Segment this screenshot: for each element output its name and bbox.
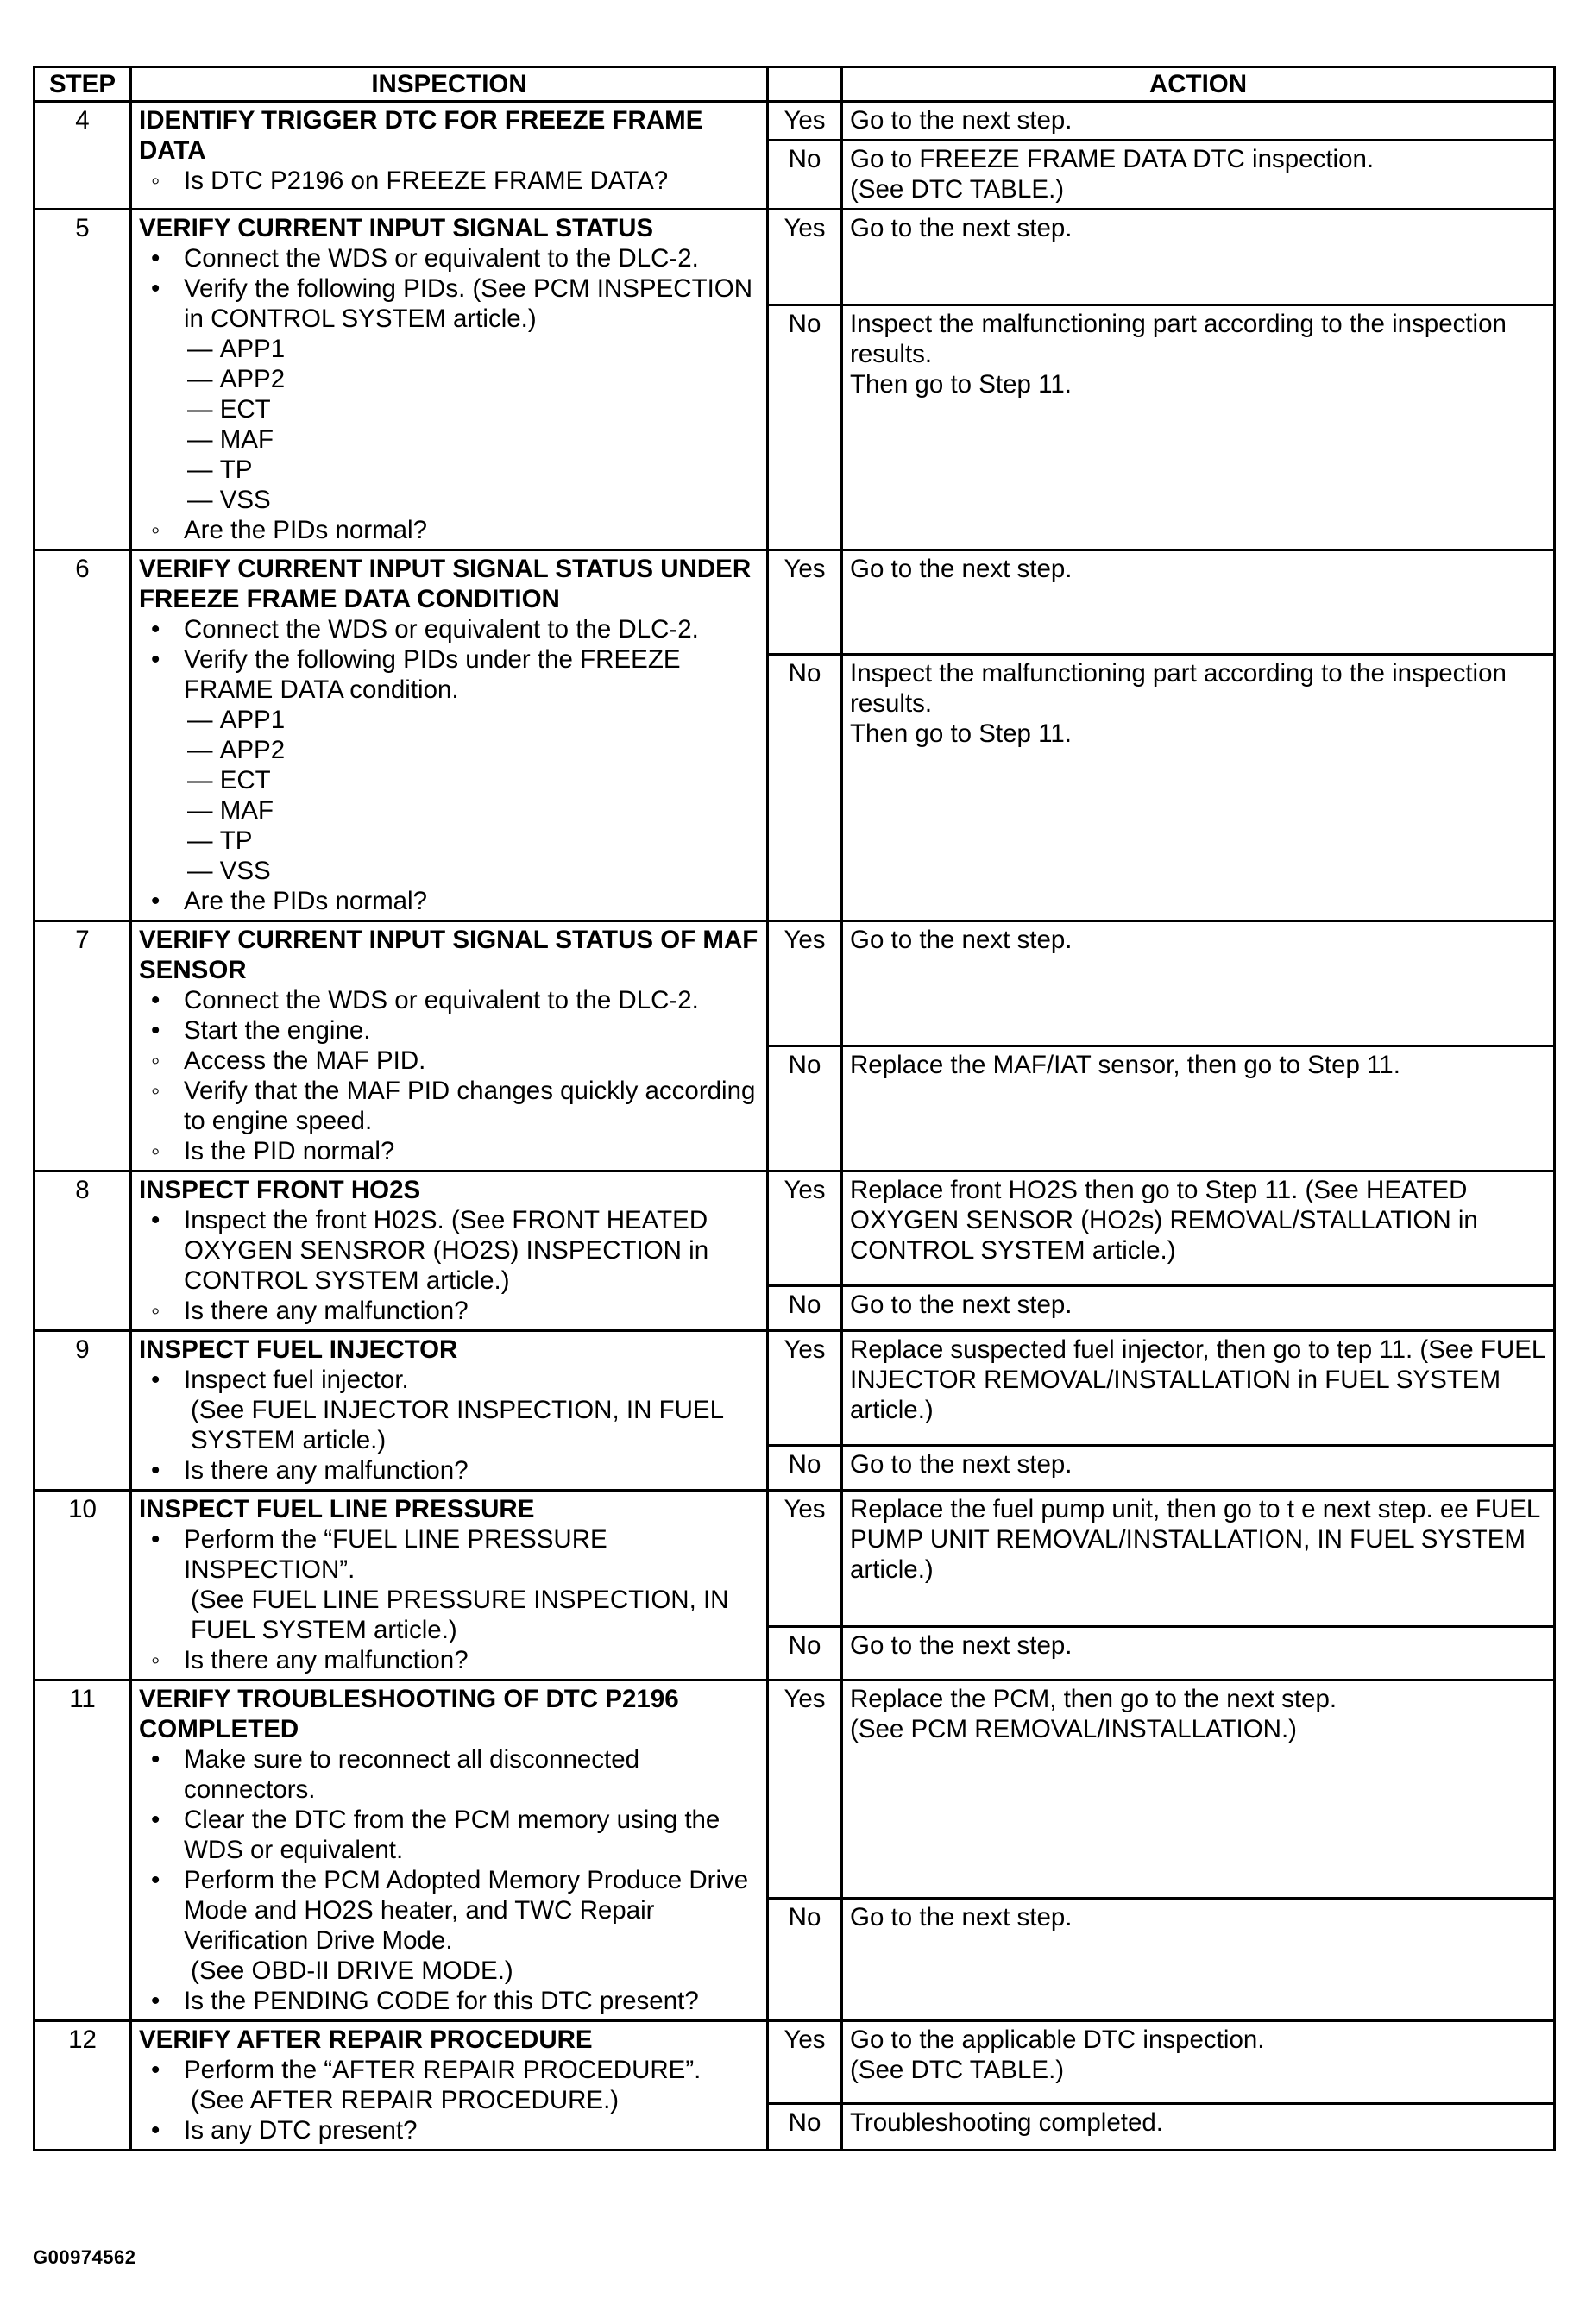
inspection-item-text: ECT [219,766,271,795]
result-answer: No [768,1627,842,1680]
inspection-item-text: Verify the following PIDs. (See PCM INSPECTION in CONTROL SYSTEM article.) [184,274,753,333]
result-answer: Yes [768,921,842,1046]
pid-item [139,826,759,856]
inspection-title: IDENTIFY TRIGGER DTC FOR FREEZE FRAME DATA [139,106,703,165]
header-step: STEP [35,67,131,102]
action-cell [842,1680,1555,1899]
inspection-item-text: MAF [219,796,274,825]
pid-item [139,795,759,826]
inspection-item [139,2055,759,2085]
table-row [35,210,1555,305]
action-text: Go to the next step. [850,106,1073,135]
action-text: Then go to Step 11. [850,719,1072,748]
inspection-item-text: TP [219,826,253,855]
inspection-item-text: Verify that the MAF PID changes quickly according to engine speed. [184,1077,756,1135]
inspection-item [139,1046,759,1076]
inspection-item-text: Inspect fuel injector. [184,1366,409,1394]
inspection-item [139,273,759,334]
inspection-list [139,985,759,1166]
inspection-item-text: Are the PIDs normal? [184,887,428,915]
action-text: Then go to Step 11. [850,370,1072,399]
inspection-item-text: Connect the WDS or equivalent to the DLC-2. [184,615,699,644]
inspection-title: INSPECT FUEL INJECTOR [139,1335,458,1364]
inspection-list [139,243,759,545]
inspection-list [139,1205,759,1326]
action-text: Go to the next step. [850,1631,1073,1661]
inspection-item [139,1205,759,1296]
inspection-item [139,644,759,705]
table-row [35,1171,1555,1286]
pid-item [139,334,759,364]
inspection-item-text: VSS [219,486,271,514]
inspection-cell [131,1680,768,2021]
header-result [768,67,842,102]
action-text: Inspect the malfunctioning part according to the inspection results. [850,658,1507,718]
inspection-item [139,1395,759,1455]
result-answer: Yes [768,1491,842,1627]
inspection-item-text: (See OBD-II DRIVE MODE.) [191,1957,513,1985]
inspection-item-text: Verify the following PIDs under the FREEZE FRAME DATA condition. [184,645,681,704]
pid-item [139,735,759,765]
result-answer: Yes [768,210,842,305]
header-row [35,67,1555,102]
action-text: Replace the MAF/IAT sensor, then go to Step 11. [850,1051,1400,1079]
result-answer: No [768,1046,842,1171]
action-text: Replace front HO2S then go to Step 11. (See HEATED OXYGEN SENSOR (HO2s) REMOVAL/STALLATION in CONTROL SYSTEM article.) [850,1176,1478,1265]
inspection-item-text: ECT [219,395,271,424]
inspection-item [139,1076,759,1136]
action-text: Inspect the malfunctioning part according to the inspection results. [850,310,1507,369]
inspection-cell [131,550,768,921]
inspection-item [139,1015,759,1046]
action-cell [842,102,1555,141]
table-row [35,102,1555,141]
action-text: Go to the applicable DTC inspection. [850,2026,1265,2054]
pid-item [139,765,759,795]
result-answer: Yes [768,2021,842,2104]
inspection-item-text: VSS [219,857,271,885]
inspection-item [139,1136,759,1166]
pid-item [139,394,759,424]
action-cell [842,550,1555,655]
result-answer: No [768,1285,842,1330]
inspection-item [139,1805,759,1865]
action-cell [842,1898,1555,2020]
inspection-item-text: Is there any malfunction? [184,1297,469,1325]
action-cell [842,654,1555,920]
step-number: 8 [35,1171,131,1331]
action-cell [842,2104,1555,2151]
inspection-item-text: APP1 [219,335,286,363]
inspection-cell [131,1171,768,1331]
inspection-item [139,1645,759,1675]
inspection-title: VERIFY CURRENT INPUT SIGNAL STATUS [139,214,654,242]
inspection-item-text: Is there any malfunction? [184,1456,469,1485]
inspection-item [139,614,759,644]
action-cell [842,141,1555,210]
action-text: Replace the PCM, then go to the next step. [850,1685,1337,1713]
action-text: Go to the next step. [850,1902,1073,1931]
pid-item [139,705,759,735]
inspection-item-text: Inspect the front H02S. (See FRONT HEATED OXYGEN SENSROR (HO2S) INSPECTION in CONTROL SYSTEM article.) [184,1206,709,1295]
inspection-item-text: Connect the WDS or equivalent to the DLC-2. [184,986,699,1014]
action-text: Go to the next step. [850,1449,1073,1479]
action-text: (See DTC TABLE.) [850,175,1065,204]
inspection-list [139,614,759,916]
pid-item [139,485,759,515]
inspection-item [139,886,759,916]
result-answer: No [768,1445,842,1490]
action-text: Replace suspected fuel injector, then go to tep 11. (See FUEL INJECTOR REMOVAL/INSTALLATION in FUEL SYSTEM article.) [850,1335,1545,1424]
inspection-item-text: (See FUEL LINE PRESSURE INSPECTION, IN FUEL SYSTEM article.) [191,1586,729,1644]
result-answer: No [768,654,842,920]
action-cell [842,305,1555,550]
header-action: ACTION [842,67,1555,102]
inspection-cell [131,1331,768,1491]
inspection-item [139,166,759,196]
inspection-item-text: Clear the DTC from the PCM memory using the WDS or equivalent. [184,1806,720,1864]
inspection-item [139,1585,759,1645]
action-text: Go to the next step. [850,1290,1073,1319]
inspection-item-text: Is the PID normal? [184,1137,395,1165]
inspection-item-text: Access the MAF PID. [184,1046,426,1075]
action-cell [842,1445,1555,1490]
action-cell [842,1171,1555,1286]
figure-id: G00974562 [33,2246,136,2268]
inspection-title: INSPECT FUEL LINE PRESSURE [139,1495,535,1523]
inspection-item [139,1524,759,1585]
action-cell [842,1285,1555,1330]
action-text: (See PCM REMOVAL/INSTALLATION.) [850,1715,1297,1743]
action-cell [842,210,1555,305]
result-answer: Yes [768,1680,842,1899]
inspection-item-text: MAF [219,425,274,454]
procedure-body [35,102,1555,2151]
inspection-item-text: Is DTC P2196 on FREEZE FRAME DATA? [184,166,669,195]
action-cell [842,921,1555,1046]
inspection-item-text: Are the PIDs normal? [184,516,428,544]
inspection-title: VERIFY AFTER REPAIR PROCEDURE [139,2026,593,2054]
result-answer: No [768,305,842,550]
inspection-item [139,2085,759,2115]
inspection-item [139,1956,759,1986]
action-text: Go to the next step. [850,555,1073,583]
inspection-item-text: APP1 [219,706,286,734]
action-cell [842,1331,1555,1446]
inspection-item [139,1365,759,1395]
pid-item [139,364,759,394]
inspection-item-text: Is the PENDING CODE for this DTC present? [184,1987,699,2015]
step-number: 10 [35,1491,131,1680]
table-row [35,1680,1555,1899]
result-answer: Yes [768,1171,842,1286]
inspection-item [139,515,759,545]
inspection-item [139,985,759,1015]
inspection-item-text: Is there any malfunction? [184,1646,469,1674]
result-answer: No [768,2104,842,2151]
step-number: 4 [35,102,131,210]
inspection-list [139,1524,759,1675]
header-inspection: INSPECTION [131,67,768,102]
inspection-cell [131,1491,768,1680]
pid-item [139,424,759,455]
inspection-item-text: TP [219,455,253,484]
action-text: Go to the next step. [850,926,1073,954]
inspection-title: VERIFY CURRENT INPUT SIGNAL STATUS OF MAF SENSOR [139,926,758,984]
action-text: Troubleshooting completed. [850,2108,1163,2137]
procedure-table [33,66,1556,2151]
action-cell [842,2021,1555,2104]
result-answer: No [768,1898,842,2020]
action-text: Go to FREEZE FRAME DATA DTC inspection. [850,145,1375,173]
inspection-cell [131,921,768,1171]
inspection-item-text: APP2 [219,736,286,764]
step-number: 11 [35,1680,131,2021]
pid-item [139,856,759,886]
action-text: (See DTC TABLE.) [850,2056,1065,2084]
inspection-item-text: Perform the “FUEL LINE PRESSURE INSPECTION”. [184,1525,607,1584]
inspection-item [139,243,759,273]
action-text: Replace the fuel pump unit, then go to t e next step. ee FUEL PUMP UNIT REMOVAL/INSTALLATION, IN FUEL SYSTEM article.) [850,1495,1540,1584]
table-row [35,1331,1555,1446]
inspection-item [139,1986,759,2016]
inspection-item [139,1744,759,1805]
inspection-title: INSPECT FRONT HO2S [139,1176,421,1204]
table-row [35,2021,1555,2104]
inspection-cell [131,210,768,550]
inspection-cell [131,102,768,210]
inspection-item-text: Is any DTC present? [184,2116,418,2145]
step-number: 7 [35,921,131,1171]
inspection-list [139,1365,759,1485]
result-answer: Yes [768,550,842,655]
inspection-item-text: Perform the PCM Adopted Memory Produce Drive Mode and HO2S heater, and TWC Repair Verification Drive Mode. [184,1866,749,1955]
inspection-title: VERIFY CURRENT INPUT SIGNAL STATUS UNDER FREEZE FRAME DATA CONDITION [139,555,752,613]
action-cell [842,1627,1555,1680]
inspection-item [139,1455,759,1485]
result-answer: Yes [768,102,842,141]
inspection-title: VERIFY TROUBLESHOOTING OF DTC P2196 COMPLETED [139,1685,679,1743]
result-answer: No [768,141,842,210]
inspection-item-text: APP2 [219,365,286,393]
inspection-list [139,1744,759,2016]
step-number: 12 [35,2021,131,2151]
inspection-list [139,2055,759,2145]
result-answer: Yes [768,1331,842,1446]
inspection-item [139,2115,759,2145]
inspection-item-text: (See FUEL INJECTOR INSPECTION, IN FUEL SYSTEM article.) [191,1396,723,1454]
inspection-cell [131,2021,768,2151]
inspection-item-text: Start the engine. [184,1016,371,1045]
inspection-item-text: (See AFTER REPAIR PROCEDURE.) [191,2086,620,2114]
inspection-item-text: Connect the WDS or equivalent to the DLC-2. [184,244,699,273]
step-number: 5 [35,210,131,550]
action-text: Go to the next step. [850,214,1073,242]
inspection-item [139,1865,759,1956]
inspection-item-text: Perform the “AFTER REPAIR PROCEDURE”. [184,2056,702,2084]
action-cell [842,1491,1555,1627]
step-number: 9 [35,1331,131,1491]
table-row [35,921,1555,1046]
action-cell [842,1046,1555,1171]
table-row [35,550,1555,655]
pid-item [139,455,759,485]
step-number: 6 [35,550,131,921]
inspection-list [139,166,759,196]
table-row [35,1491,1555,1627]
inspection-item-text: Make sure to reconnect all disconnected connectors. [184,1745,640,1804]
inspection-item [139,1296,759,1326]
